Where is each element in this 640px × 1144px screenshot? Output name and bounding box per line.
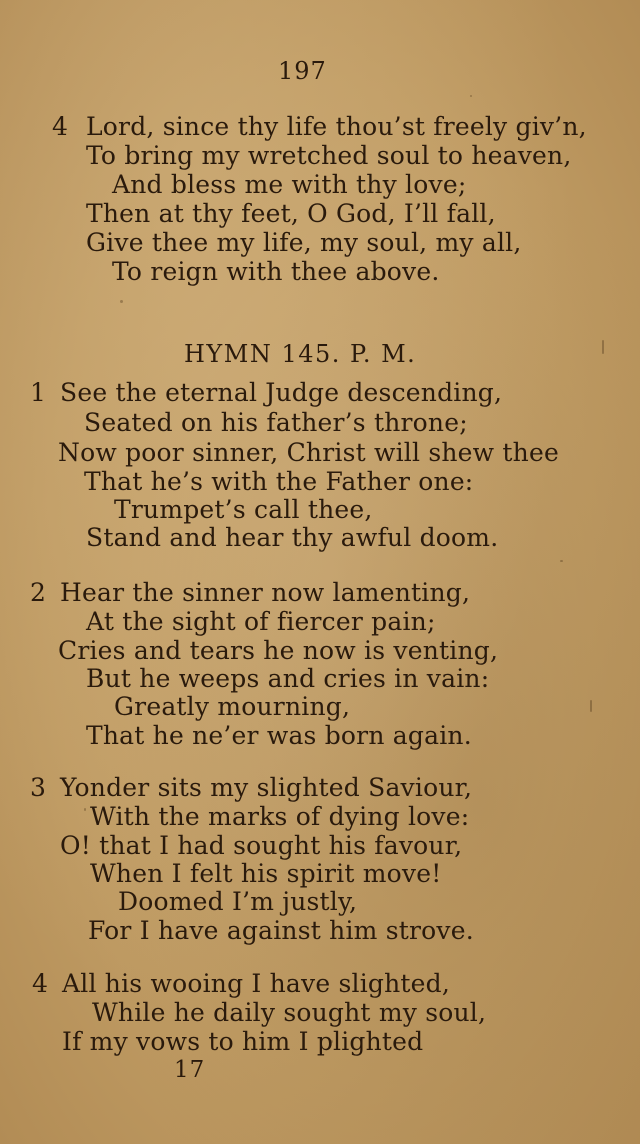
verse-line: For I have against him strove.: [88, 916, 474, 945]
page-number: 197: [278, 57, 327, 85]
verse-line: Greatly mourning,: [114, 692, 351, 721]
verse-line: Now poor sinner, Christ will shew thee: [58, 438, 559, 467]
verse-line: O! that I had sought his favour,: [60, 831, 463, 860]
verse-line: Trumpet’s call thee,: [114, 495, 373, 524]
verse-line: At the sight of fiercer pain;: [86, 607, 436, 636]
verse-line: If my vows to him I plighted: [62, 1027, 424, 1056]
verse-line: Give thee my life, my soul, my all,: [86, 228, 522, 257]
verse-number: 1: [30, 378, 46, 407]
verse-line: That he ne’er was born again.: [86, 721, 472, 750]
paper-speck: [84, 808, 86, 811]
verse-line: And bless me with thy love;: [112, 170, 467, 199]
verse-line: Seated on his father’s throne;: [84, 408, 468, 437]
verse-line: All his wooing I have slighted,: [62, 969, 451, 998]
verse-line: Lord, since thy life thou’st freely giv’n,: [86, 112, 587, 141]
verse-line: To bring my wretched soul to heaven,: [86, 141, 572, 170]
verse-line: Stand and hear thy awful doom.: [86, 523, 499, 552]
verse-line: Yonder sits my slighted Saviour,: [60, 773, 473, 802]
verse-line: See the eternal Judge descending,: [60, 378, 503, 407]
paper-speck: [590, 700, 592, 712]
verse-line: With the marks of dying love:: [90, 802, 470, 831]
verse-number: 4: [52, 112, 68, 141]
paper-speck: [602, 340, 604, 354]
paper-speck: [470, 95, 472, 97]
verse-number: 3: [30, 773, 46, 802]
hymn-title: HYMN 145. P. M.: [184, 340, 417, 368]
paper-speck: [120, 300, 123, 303]
verse-line: Hear the sinner now lamenting,: [60, 578, 471, 607]
verse-line: Then at thy feet, O God, I’ll fall,: [86, 199, 496, 228]
verse-number: 4: [32, 969, 48, 998]
verse-number: 2: [30, 578, 46, 607]
verse-line: To reign with thee above.: [112, 257, 440, 286]
verse-line: Cries and tears he now is venting,: [58, 636, 499, 665]
verse-line: That he’s with the Father one:: [84, 467, 474, 496]
verse-line: Doomed I’m justly,: [118, 887, 358, 916]
paper-speck: [560, 560, 563, 562]
verse-line: But he weeps and cries in vain:: [86, 664, 490, 693]
verse-line: When I felt his spirit move!: [90, 859, 442, 888]
verse-line: While he daily sought my soul,: [92, 998, 487, 1027]
footer-signature: 17: [174, 1057, 206, 1083]
